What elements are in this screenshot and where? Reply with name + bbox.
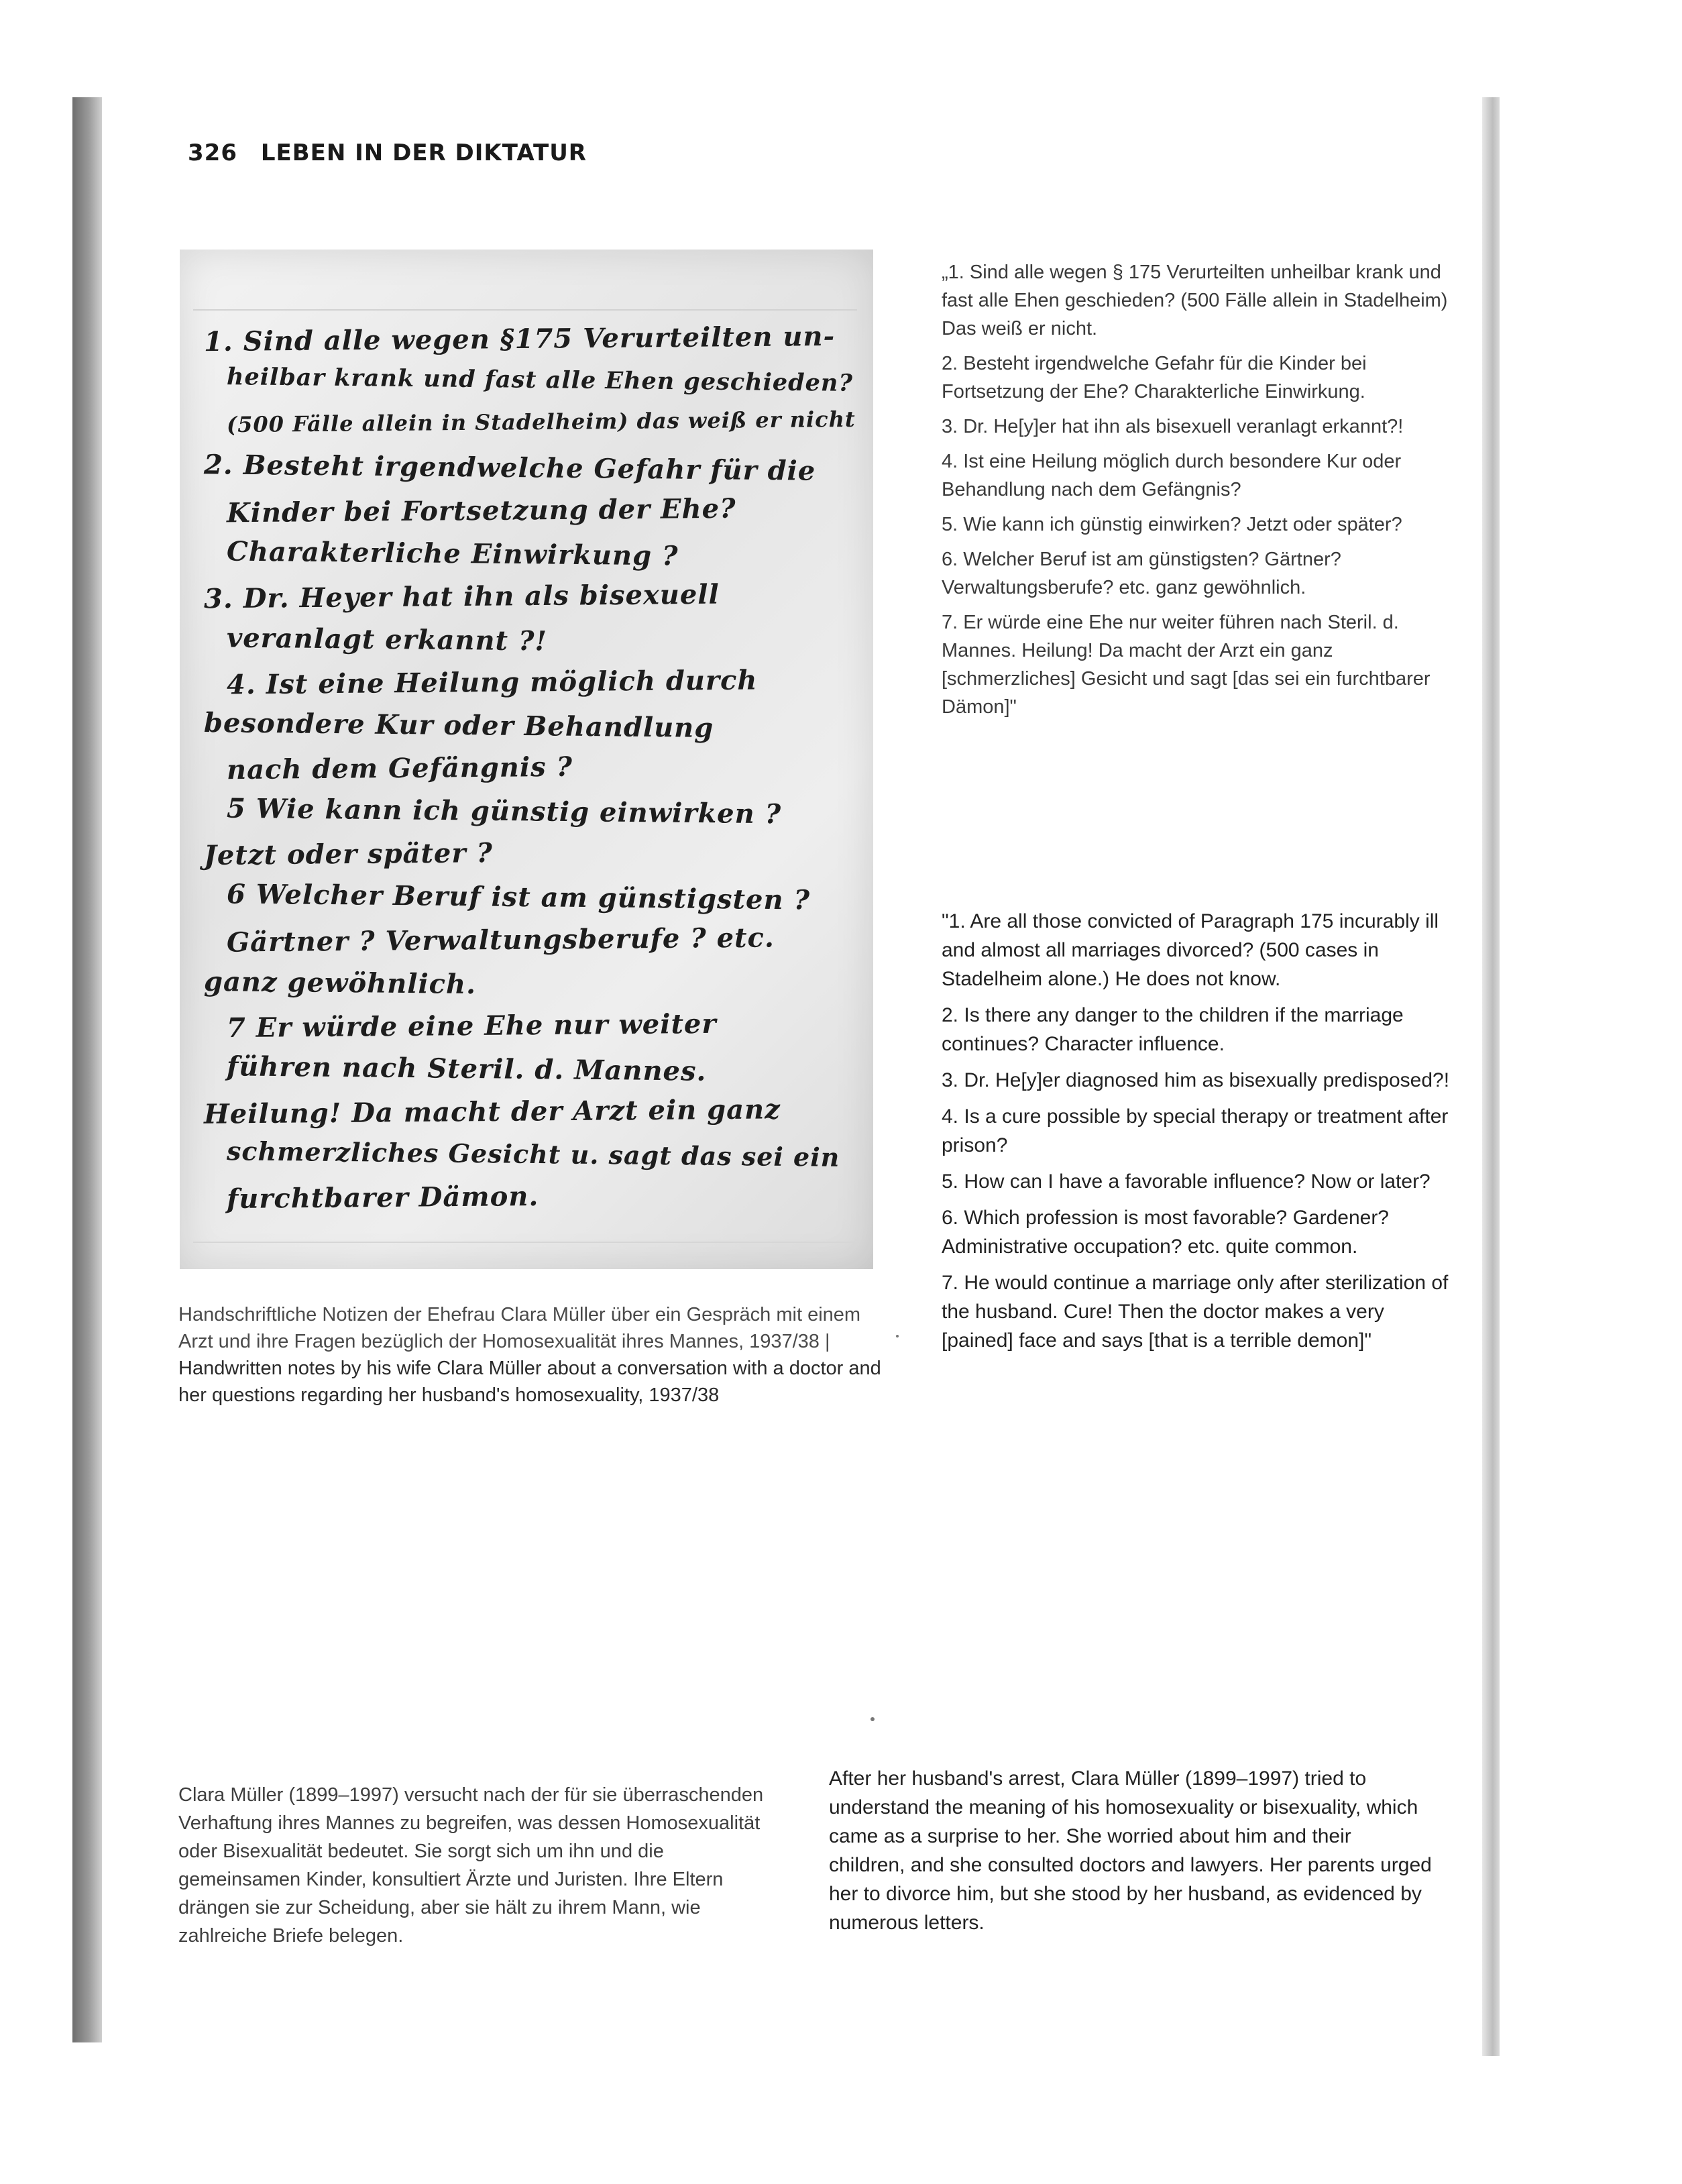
handwritten-line: 4. Ist eine Heilung möglich durch bbox=[226, 664, 758, 701]
handwritten-line: furchtbarer Dämon. bbox=[226, 1180, 539, 1215]
scan-speck bbox=[896, 1335, 899, 1337]
scan-edge-right bbox=[1482, 97, 1500, 2056]
handwritten-line: schmerzliches Gesicht u. sagt das sei ein bbox=[226, 1136, 840, 1172]
transcription-en-item: 4. Is a cure possible by special therapy or treatment after prison? bbox=[942, 1105, 1449, 1156]
figure-caption bbox=[178, 1301, 883, 1409]
transcription-en-item: 6. Which profession is most favorable? Gardener? Administrative occupation? etc. quite common. bbox=[942, 1207, 1389, 1258]
transcription-english bbox=[942, 907, 1451, 1362]
transcription-en-item: 5. How can I have a favorable influence? Now or later? bbox=[942, 1170, 1431, 1193]
handwritten-line: 2. Besteht irgendwelche Gefahr für die bbox=[203, 449, 816, 487]
transcription-en-item: "1. Are all those convicted of Paragraph 175 incurably ill and almost all marriages divorced? (500 cases in Stadelheim alone.) He does not know. bbox=[942, 910, 1439, 990]
transcription-de-item: 6. Welcher Beruf ist am günstigsten? Gärtner? Verwaltungsberufe? etc. ganz gewöhnlich. bbox=[942, 549, 1341, 598]
handwritten-line: (500 Fälle allein in Stadelheim) das weiß er nicht bbox=[226, 406, 856, 438]
handwritten-line: 6 Welcher Beruf ist am günstigsten ? bbox=[226, 878, 811, 916]
body-text-german: Clara Müller (1899–1997) versucht nach der für sie überraschenden Verhaftung ihres Mannes zu begreifen, was dessen Homosexualität oder Bisexualität bedeutet. Sie sorgt sich um ihn und die gemeinsamen Kinder, konsultiert Ärzte und Juristen. Ihre Eltern drängen sie zur Scheidung, aber sie hält zu ihrem Mann, wie zahlreiche Briefe belegen. bbox=[178, 1784, 764, 1947]
handwritten-line: veranlagt erkannt ?! bbox=[226, 622, 548, 657]
transcription-de-item: 7. Er würde eine Ehe nur weiter führen nach Steril. d. Mannes. Heilung! Da macht der Arzt ein ganz [schmerzliches] Gesicht und sagt [das sei ein furchtbarer Dämon]" bbox=[942, 612, 1431, 718]
handwritten-line: nach dem Gefängnis ? bbox=[226, 751, 573, 786]
handwritten-line: Jetzt oder später ? bbox=[203, 837, 494, 871]
handwritten-line: Charakterliche Einwirkung ? bbox=[226, 535, 679, 572]
handwritten-line: heilbar krank und fast alle Ehen geschieden? bbox=[226, 363, 854, 397]
transcription-de-item: 2. Besteht irgendwelche Gefahr für die Kinder bei Fortsetzung der Ehe? Charakterliche Einwirkung. bbox=[942, 353, 1367, 402]
transcription-en-item: 7. He would continue a marriage only after sterilization of the husband. Cure! Then the doctor makes a very [pained] face and says [that is a terrible demon]" bbox=[942, 1272, 1449, 1352]
transcription-en-item: 2. Is there any danger to the children if the marriage continues? Character influence. bbox=[942, 1004, 1404, 1055]
handwritten-line: 3. Dr. Heyer hat ihn als bisexuell bbox=[203, 578, 720, 615]
transcription-en-item: 3. Dr. He[y]er diagnosed him as bisexually predisposed?! bbox=[942, 1069, 1450, 1091]
handwritten-line: 7 Er würde eine Ehe nur weiter bbox=[226, 1007, 717, 1044]
transcription-de-item: 4. Ist eine Heilung möglich durch besondere Kur oder Behandlung nach dem Gefängnis? bbox=[942, 451, 1402, 500]
handwritten-notes-image bbox=[180, 250, 873, 1269]
handwritten-line: besondere Kur oder Behandlung bbox=[203, 707, 714, 744]
handwritten-line: 1. Sind alle wegen §175 Verurteilten un- bbox=[203, 320, 836, 358]
caption-english: Handwritten notes by his wife Clara Müller about a conversation with a doctor and her questions regarding her husband's homosexuality, 1937/38 bbox=[178, 1358, 881, 1406]
section-title: LEBEN IN DER DIKTATUR bbox=[260, 140, 587, 166]
caption-german: Handschriftliche Notizen der Ehefrau Clara Müller über ein Gespräch mit einem Arzt und ihre Fragen bezüglich der Homosexualität ihres Mannes, 1937/38 | bbox=[178, 1304, 861, 1352]
running-header bbox=[188, 140, 587, 166]
handwritten-line: Heilung! Da macht der Arzt ein ganz bbox=[203, 1093, 781, 1130]
transcription-de-item: 5. Wie kann ich günstig einwirken? Jetzt oder später? bbox=[942, 514, 1402, 535]
handwritten-line: ganz gewöhnlich. bbox=[203, 965, 477, 1001]
handwritten-line: 5 Wie kann ich günstig einwirken ? bbox=[226, 792, 782, 830]
page-number: 326 bbox=[188, 140, 237, 166]
scan-edge-left bbox=[72, 97, 102, 2042]
handwritten-line: Kinder bei Fortsetzung der Ehe? bbox=[226, 492, 736, 529]
handwritten-line: führen nach Steril. d. Mannes. bbox=[226, 1050, 707, 1087]
body-text-english: After her husband's arrest, Clara Müller (1899–1997) tried to understand the meaning of his homosexuality or bisexuality, which came as a surprise to her. She worried about him and their children, and she consulted doctors and lawyers. Her parents urged her to divorce him, but she stood by her husband, as evidenced by numerous letters. bbox=[829, 1767, 1432, 1934]
transcription-german bbox=[942, 258, 1451, 728]
scan-speck bbox=[871, 1717, 875, 1721]
transcription-de-item: „1. Sind alle wegen § 175 Verurteilten unheilbar krank und fast alle Ehen geschieden? (500 Fälle allein in Stadelheim) Das weiß er nicht. bbox=[942, 262, 1448, 339]
transcription-de-item: 3. Dr. He[y]er hat ihn als bisexuell veranlagt erkannt?! bbox=[942, 416, 1404, 437]
handwritten-line: Gärtner ? Verwaltungsberufe ? etc. bbox=[226, 922, 775, 959]
